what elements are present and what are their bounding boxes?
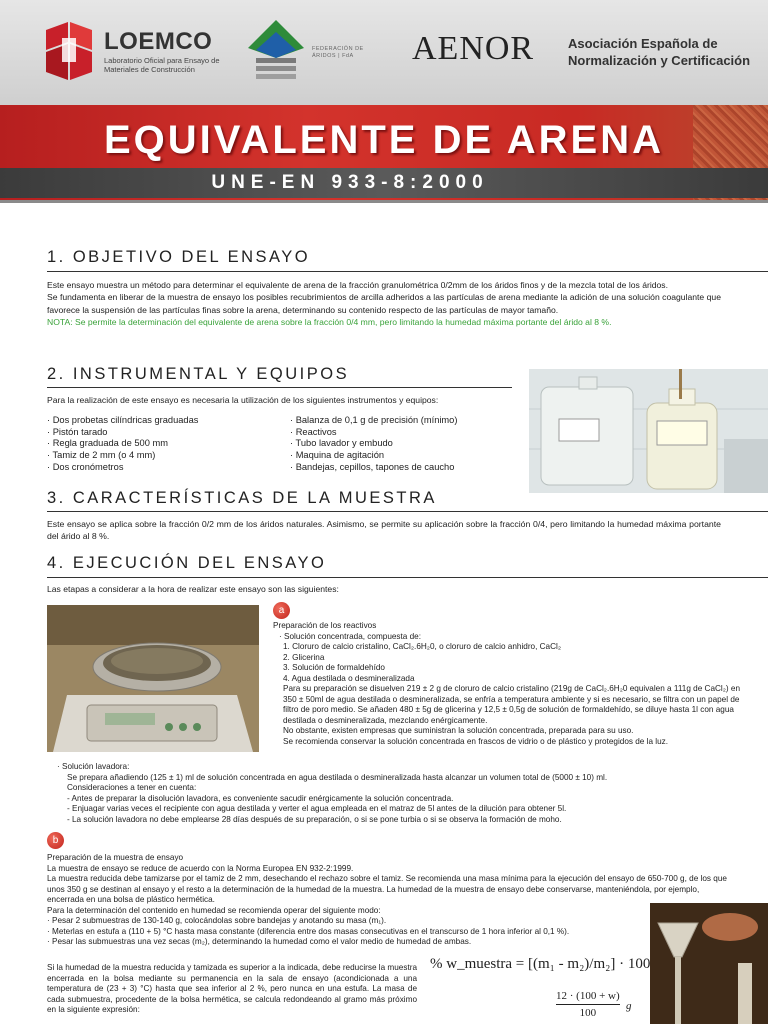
- section-1-title: 1. OBJETIVO DEL ENSAYO: [47, 248, 311, 266]
- step-b-text: · Meterlas en estufa a (110 + 5) °C hasta masa constante (diferencia entre dos masas consecutivas en el transcurso de 1 hora inferior al 0,1 %).: [47, 926, 570, 936]
- washing-solution-block: [57, 762, 747, 825]
- paragraph: Se fundamenta en liberar de la muestra de ensayo los posibles recubrimientos de arcilla adheridos a las partículas de arena mediante la adición de una solución coagulante que favorece la suspensión de las partículas finas sobre la arena, determinando su contenido respecto de las partículas de mayor tamaño.: [47, 292, 721, 315]
- washing-text: Consideraciones a tener en cuenta:: [67, 783, 197, 792]
- divider: [47, 511, 768, 512]
- list-item: · Tamiz de 2 mm (o 4 mm): [47, 450, 282, 462]
- divider: [47, 271, 768, 272]
- washing-text: Se prepara añadiendo (125 ± 1) ml de solución concentrada en agua destilada o desmineralizada hasta alcanzar un volumen total de (5000 ± 10) ml.: [67, 772, 608, 782]
- washing-text: - Antes de preparar la disolución lavadora, es conveniente sacudir enérgicamente la solución concentrada.: [67, 793, 454, 803]
- step-b-block: [47, 853, 727, 948]
- formula-numerator: 12 · (100 + w): [556, 990, 620, 1002]
- list-item: · Dos cronómetros: [47, 462, 282, 474]
- funnel-illustration: [650, 903, 768, 1024]
- formula-denominator: 100: [579, 1007, 597, 1019]
- section-4-intro: Las etapas a considerar a la hora de realizar este ensayo son las siguientes:: [47, 584, 339, 594]
- fda-name: FEDERACIÓN DE ÁRIDOS | FdA: [312, 46, 364, 59]
- page-title: EQUIVALENTE DE ARENA: [103, 118, 665, 162]
- humidity-formula: % w_muestra = [(m₁ - m₂)/m₂] · 100: [430, 956, 651, 972]
- funnel-photo: [650, 903, 768, 1024]
- washing-text: · Solución lavadora:: [57, 762, 130, 771]
- equipment-list-2: [290, 415, 525, 474]
- step-a-text: Se recomienda conservar la solución concentrada en frascos de vidrio o de plástico y protegidos de la luz.: [283, 736, 669, 746]
- step-b-text: · Pesar 2 submuestras de 130-140 g, colocándolas sobre bandejas y anotando su masa (m₁).: [47, 916, 387, 925]
- loemco-logo-icon: [38, 20, 100, 82]
- loemco-subtitle: Laboratorio Oficial para Ensayo de Materiales de Construcción: [104, 56, 220, 74]
- step-a-text: 2. Glicerina: [283, 652, 325, 662]
- step-a-text: 3. Solución de formaldehído: [283, 663, 385, 672]
- equipment-list-1: [47, 415, 282, 474]
- step-a-text: Para su preparación se disuelven 219 ± 2 g de cloruro de calcio cristalino (219g de CaCl₂.6H₂0 equivalen a 111g de CaCl₂) en 350 ± 50ml de agua destilada o desmineralizada, se enfría a temperatura ambiente y si es necesario, se filtra con un papel de filtro de poro medio. Se añaden 480 ± 5g de glicerina y 12,5 ± 0,5g de solución de formaldehído, se diluye hasta 1l con agua destilada o desmineralizada, mezclando enérgicamente.: [283, 684, 741, 725]
- section-3-text: Este ensayo se aplica sobre la fracción 0/2 mm de los áridos naturales. Asimismo, se permite su aplicación sobre la fracción 0/4, pero limitando la humedad máxima portante del árido al 8 %.: [47, 519, 721, 542]
- fda-logo-icon: [246, 18, 306, 84]
- bottles-illustration: [529, 369, 768, 493]
- section-1-text: [47, 279, 721, 328]
- step-a-block: [273, 621, 753, 747]
- step-a-text: 1. Cloruro de calcio cristalino, CaCl₂.6H₂0, o cloruro de calcio anhidro, CaCl₂: [283, 642, 562, 651]
- list-item: · Regla graduada de 500 mm: [47, 438, 282, 450]
- mass-formula: [556, 990, 620, 1019]
- divider: [47, 387, 512, 388]
- list-item: · Dos probetas cilíndricas graduadas: [47, 415, 282, 427]
- section-3-title: 3. CARACTERÍSTICAS DE LA MUESTRA: [47, 489, 437, 507]
- washing-text: - Enjuagar varias veces el recipiente con agua destilada y verter el agua empleada en el matraz de 5l antes de la dilución para obtener 5l.: [67, 804, 567, 813]
- step-b-title: Preparación de la muestra de ensayo: [47, 853, 184, 862]
- balance-illustration: [47, 605, 259, 752]
- list-item: · Bandejas, cepillos, tapones de caucho: [290, 462, 525, 474]
- step-b-text: La muestra de ensayo se reduce de acuerdo con la Norma Europea EN 932-2:1999.: [47, 863, 354, 873]
- loemco-name: LOEMCO: [104, 28, 213, 55]
- divider: [0, 200, 768, 203]
- section-4-title: 4. EJECUCIÓN DEL ENSAYO: [47, 554, 327, 572]
- step-b-text: Para la determinación del contenido en humedad se recomienda operar del siguiente modo:: [47, 905, 381, 915]
- fraction-line: [556, 1004, 620, 1005]
- aenor-name: AENOR: [412, 30, 535, 67]
- reagents-photo: [529, 369, 768, 493]
- aenor-subtitle: Asociación Española de Normalización y Certificación: [568, 36, 751, 68]
- step-a-text: 4. Agua destilada o desmineralizada: [283, 673, 415, 683]
- step-b-marker: b: [47, 832, 64, 849]
- step-a-marker: a: [273, 602, 290, 619]
- step-b-final: Si la humedad de la muestra reducida y tamizada es superior a la indicada, debe reducirse la muestra encerrada en la bolsa mediante su permanencia en la sala de ensayo (acondicionada a una temperatura de (23 + 3) °C) hasta que sea inferior al 2 %, pero nunca en una estufa. La masa de cada submuestra, procedente de la bolsa hermética, se calcula redondeando al gramo más próximo en la siguiente expresión:: [47, 963, 418, 1014]
- standard-code: UNE-EN 933-8:2000: [211, 172, 489, 193]
- washing-text: - La solución lavadora no debe emplearse 28 días después de su preparación, o si se pone turbia o si se observa la formación de moho.: [67, 814, 562, 824]
- step-b-text: La muestra reducida debe tamizarse por el tamiz de 2 mm, desechando el rechazo sobre el tamiz. Se recomienda una masa mínima para la ejecución del ensayo de 650-700 g, de los que unos 350 g se destinan al ensayo y el resto a la determinación de la humedad de la muestra. La humedad de la muestra de ensayo debe conservarse, manteniéndola, por ejemplo, encerrada en una bolsa de plástico hermética.: [47, 874, 727, 904]
- step-b-text: · Pesar las submuestras una vez secas (m₂), determinando la humedad como el valor medio de humedad de ambas.: [47, 937, 472, 946]
- list-item: · Maquina de agitación: [290, 450, 525, 462]
- note: NOTA: Se permite la determinación del equivalente de arena sobre la fracción 0/4 mm, pero limitando la humedad máxima portante del árido al 8 %.: [47, 316, 612, 327]
- formula-unit: g: [626, 1000, 632, 1012]
- list-item: · Pistón tarado: [47, 427, 282, 439]
- section-2-intro: Para la realización de este ensayo es necesaria la utilización de los siguientes instrumentos y equipos:: [47, 395, 439, 405]
- list-item: · Balanza de 0,1 g de precisión (mínimo): [290, 415, 525, 427]
- section-2-title: 2. INSTRUMENTAL Y EQUIPOS: [47, 365, 350, 383]
- step-a-title: Preparación de los reactivos: [273, 621, 377, 630]
- balance-photo: [47, 605, 259, 752]
- divider: [47, 577, 768, 578]
- list-item: · Tubo lavador y embudo: [290, 438, 525, 450]
- paragraph: Este ensayo muestra un método para determinar el equivalente de arena de la fracción granulométrica 0/2mm de los áridos finos y de la mezcla total de los áridos.: [47, 280, 668, 290]
- list-item: · Reactivos: [290, 427, 525, 439]
- step-a-text: · Solución concentrada, compuesta de:: [279, 631, 422, 641]
- step-a-text: No obstante, existen empresas que suministran la solución concentrada, preparada para su uso.: [283, 726, 634, 735]
